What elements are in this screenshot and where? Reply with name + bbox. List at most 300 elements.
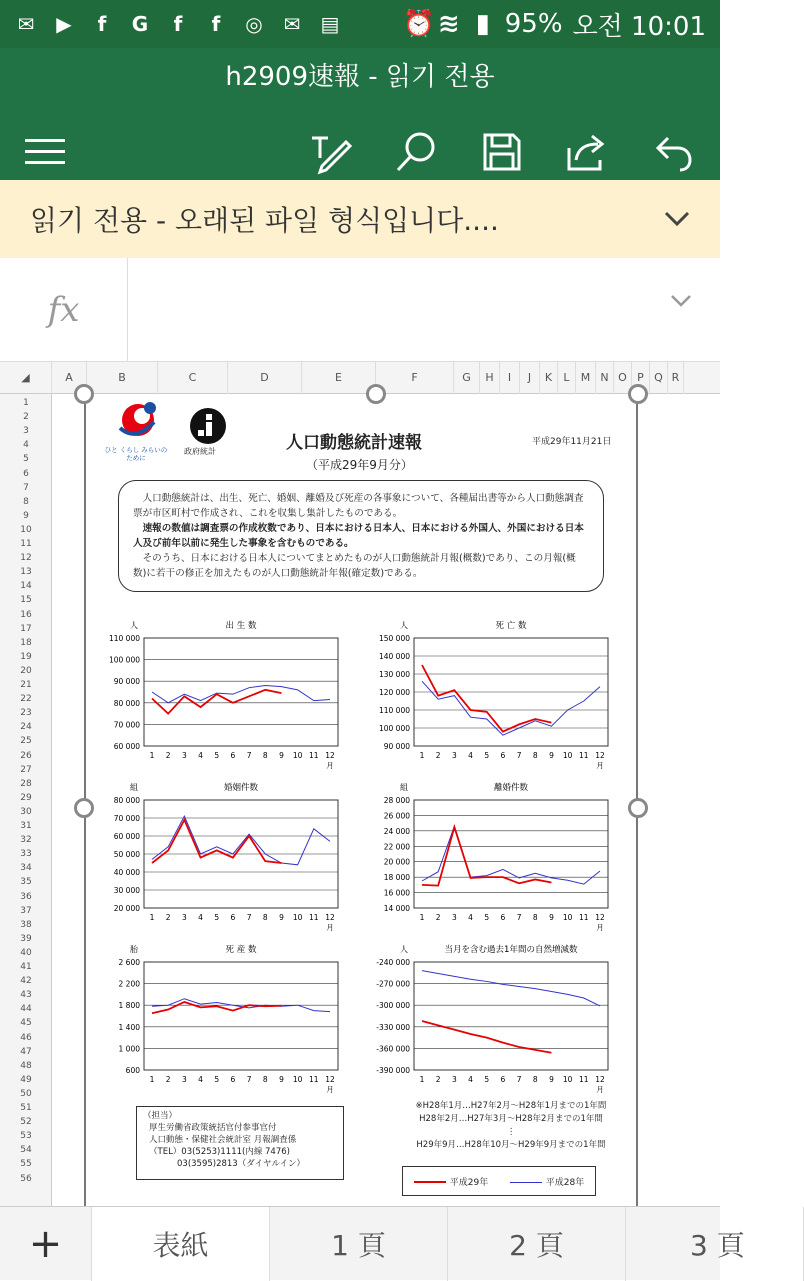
- x-tick-label: 7: [516, 913, 522, 922]
- notes: [386, 1100, 636, 1152]
- sheet-tab-bar: [0, 1206, 745, 1280]
- y-axis-unit: 人: [400, 621, 408, 630]
- y-tick-label: 70 000: [113, 814, 140, 823]
- column-header[interactable]: G: [454, 362, 480, 394]
- chart-title: 死 亡 数: [495, 621, 527, 631]
- x-tick-label: 4: [198, 751, 203, 760]
- y-tick-label: 22 000: [383, 842, 410, 852]
- tab-page-1[interactable]: 1 頁: [270, 1207, 448, 1281]
- y-tick-label: 130 000: [378, 670, 410, 679]
- x-tick-label: 11: [579, 913, 589, 922]
- row-header[interactable]: 48: [20, 1060, 32, 1071]
- x-tick-label: 12: [325, 913, 335, 922]
- row-header[interactable]: 40: [20, 947, 32, 958]
- row-header[interactable]: 1: [23, 398, 29, 408]
- column-header[interactable]: I: [500, 362, 520, 394]
- x-tick-label: 6: [500, 751, 506, 760]
- x-tick-label: 12: [595, 751, 605, 760]
- column-header[interactable]: D: [228, 362, 302, 394]
- x-tick-label: 8: [262, 913, 268, 922]
- row-header[interactable]: 31: [20, 821, 32, 831]
- x-tick-label: 5: [214, 1075, 220, 1084]
- y-tick-label: -360 000: [376, 1044, 410, 1054]
- x-tick-label: 3: [451, 751, 457, 760]
- menu-button[interactable]: [16, 122, 76, 182]
- y-tick-label: 1 800: [118, 1001, 140, 1011]
- y-axis-unit: 人: [400, 945, 408, 954]
- x-tick-label: 4: [468, 751, 473, 760]
- x-tick-label: 7: [516, 751, 522, 760]
- row-header[interactable]: 17: [20, 623, 32, 634]
- y-tick-label: 600: [125, 1066, 140, 1075]
- y-tick-label: 28 000: [383, 796, 410, 805]
- notice-text: 읽기 전용 - 오래된 파일 형식입니다....: [30, 204, 499, 237]
- row-header[interactable]: 9: [23, 510, 29, 521]
- clock: 오전 10:01: [572, 11, 706, 42]
- row-header[interactable]: 49: [20, 1074, 32, 1085]
- contact-line: （担当）: [143, 1111, 178, 1121]
- y-tick-label: 30 000: [113, 886, 140, 895]
- chart-title: 離婚件数: [493, 783, 529, 793]
- x-tick-label: 10: [562, 1075, 573, 1084]
- sheet-grid[interactable]: [0, 362, 720, 1206]
- x-axis-unit: 月: [596, 923, 604, 932]
- share-button[interactable]: [558, 122, 618, 182]
- app-icon: ◎: [245, 12, 263, 36]
- row-header[interactable]: 5: [23, 454, 29, 465]
- draw-button[interactable]: [300, 122, 360, 182]
- legend-item-previous: 平成28年: [510, 1175, 584, 1188]
- chart-title: 出 生 数: [225, 621, 257, 631]
- row-header[interactable]: 56: [20, 1173, 32, 1184]
- x-tick-label: 5: [484, 1075, 490, 1084]
- y-axis-unit: 人: [130, 621, 138, 630]
- x-tick-label: 3: [181, 913, 187, 922]
- chart-title: 当月を含む過去1年間の自然増減数: [444, 945, 578, 955]
- x-tick-label: 2: [165, 913, 171, 922]
- births-chart: [86, 616, 356, 780]
- app-header: [0, 48, 720, 180]
- column-header[interactable]: C: [158, 362, 228, 394]
- chart-svg: [86, 616, 356, 776]
- undo-icon: [654, 132, 694, 172]
- selection-handle[interactable]: [366, 384, 386, 404]
- row-header[interactable]: 16: [20, 609, 32, 620]
- x-tick-label: 2: [165, 1075, 171, 1084]
- intro-paragraph: そのうち、日本における日本人についてまとめたものが人口動態統計月報(概数)であり、この月報(概数)に若干の修正を加えたものが人口動態統計年報(確定数)である。: [133, 553, 576, 579]
- y-tick-label: -330 000: [376, 1022, 410, 1032]
- shopping-bag-icon: ▤: [320, 12, 340, 36]
- x-tick-label: 1: [149, 1075, 155, 1084]
- note-line: H28年2月…H27年3月～H28年2月までの1年間: [419, 1114, 603, 1124]
- message-icon: ✉: [17, 12, 35, 36]
- column-header[interactable]: P: [632, 362, 650, 394]
- battery-level: 95%: [504, 9, 563, 39]
- x-tick-label: 1: [419, 913, 425, 922]
- x-tick-label: 8: [532, 913, 538, 922]
- x-tick-label: 6: [500, 913, 506, 922]
- column-header[interactable]: B: [87, 362, 158, 394]
- selection-handle[interactable]: [628, 384, 648, 404]
- row-header[interactable]: 27: [20, 764, 32, 775]
- series-line: [152, 816, 330, 865]
- y-tick-label: 140 000: [378, 652, 410, 661]
- x-axis-unit: 月: [326, 761, 334, 770]
- column-header[interactable]: R: [668, 362, 684, 394]
- x-tick-label: 5: [484, 751, 490, 760]
- x-tick-label: 4: [198, 1075, 203, 1084]
- chevron-down-icon[interactable]: [670, 294, 692, 308]
- contact-line: 厚生労働省政策統括官付参事官付: [149, 1123, 277, 1133]
- facebook-icon: f: [211, 12, 221, 36]
- row-header[interactable]: 37: [20, 905, 32, 916]
- row-header[interactable]: 43: [20, 990, 32, 1001]
- y-tick-label: 120 000: [378, 688, 410, 697]
- x-tick-label: 10: [292, 751, 303, 760]
- y-tick-label: 16 000: [383, 888, 410, 898]
- pen-icon: [308, 130, 352, 174]
- y-tick-label: 60 000: [113, 742, 140, 751]
- plot-frame: [414, 800, 608, 908]
- row-header[interactable]: 28: [20, 778, 32, 789]
- chart-svg: [356, 778, 626, 938]
- row-headers: [0, 394, 52, 1206]
- x-tick-label: 1: [419, 751, 425, 760]
- x-tick-label: 2: [435, 913, 441, 922]
- x-tick-label: 11: [309, 913, 319, 922]
- search-icon: [394, 130, 438, 174]
- x-tick-label: 2: [165, 751, 171, 760]
- x-axis-unit: 月: [596, 1085, 604, 1094]
- x-tick-label: 3: [181, 1075, 187, 1084]
- y-tick-label: 18 000: [383, 873, 410, 883]
- x-tick-label: 7: [246, 913, 252, 922]
- row-header[interactable]: 26: [20, 750, 32, 761]
- row-header[interactable]: 34: [20, 863, 32, 874]
- x-tick-label: 8: [262, 751, 268, 760]
- add-sheet-button[interactable]: +: [0, 1207, 92, 1281]
- row-header[interactable]: 51: [20, 1103, 32, 1113]
- hamburger-icon: [25, 137, 67, 167]
- x-tick-label: 12: [595, 1075, 605, 1084]
- series-line: [422, 826, 600, 884]
- series-line: [422, 1021, 551, 1053]
- column-header[interactable]: F: [376, 362, 454, 394]
- row-header[interactable]: 30: [20, 806, 32, 817]
- series-line: [422, 827, 551, 886]
- column-header[interactable]: H: [480, 362, 500, 394]
- note-line: H29年9月…H28年10月～H29年9月までの1年間: [416, 1140, 606, 1150]
- row-header[interactable]: 25: [20, 736, 32, 747]
- y-axis-unit: 組: [400, 783, 408, 792]
- column-header[interactable]: L: [558, 362, 576, 394]
- note-line: ※H28年1月…H27年2月～H28年1月までの1年間: [415, 1101, 607, 1111]
- plot-frame: [144, 638, 338, 746]
- column-header[interactable]: A: [52, 362, 87, 394]
- y-tick-label: 150 000: [378, 634, 410, 643]
- chart-svg: [86, 940, 356, 1100]
- x-tick-label: 5: [484, 913, 490, 922]
- row-header[interactable]: 42: [20, 976, 32, 987]
- x-tick-label: 7: [246, 1075, 252, 1084]
- x-tick-label: 11: [309, 1075, 319, 1084]
- x-tick-label: 9: [279, 913, 284, 922]
- row-header[interactable]: 7: [23, 482, 29, 493]
- x-tick-label: 8: [262, 1075, 268, 1084]
- y-tick-label: 40 000: [113, 868, 140, 877]
- x-tick-label: 10: [292, 1075, 303, 1084]
- row-header[interactable]: 29: [20, 792, 32, 803]
- print-page: [84, 394, 638, 1206]
- column-header[interactable]: N: [596, 362, 614, 394]
- contact-line: 03(3595)2813（ダイヤルイン）: [177, 1159, 306, 1169]
- y-tick-label: 110 000: [378, 706, 410, 715]
- y-tick-label: -390 000: [376, 1066, 410, 1075]
- row-header[interactable]: 24: [20, 722, 32, 733]
- column-header[interactable]: K: [540, 362, 558, 394]
- x-tick-label: 10: [562, 913, 573, 922]
- y-tick-label: 20 000: [383, 857, 410, 867]
- y-tick-label: 80 000: [113, 698, 140, 708]
- row-header[interactable]: 32: [20, 835, 32, 846]
- x-tick-label: 4: [468, 1075, 473, 1084]
- row-header[interactable]: 35: [20, 877, 32, 888]
- x-tick-label: 5: [214, 751, 220, 760]
- deaths-chart: [356, 616, 626, 780]
- row-header[interactable]: 3: [23, 426, 29, 437]
- column-header[interactable]: M: [576, 362, 596, 394]
- y-tick-label: 2 600: [118, 958, 140, 967]
- x-tick-label: 12: [325, 1075, 335, 1084]
- y-axis-unit: 胎: [130, 945, 138, 954]
- y-tick-label: -270 000: [376, 979, 410, 989]
- row-header[interactable]: 10: [20, 524, 32, 535]
- report-date: 平成29年11月21日: [532, 437, 612, 447]
- row-header[interactable]: 20: [20, 665, 32, 676]
- chart-svg: [86, 778, 356, 938]
- government-statistics-icon: [188, 406, 228, 446]
- row-header[interactable]: 18: [20, 637, 32, 648]
- x-tick-label: 3: [181, 751, 187, 760]
- y-tick-label: -240 000: [376, 958, 410, 967]
- row-header[interactable]: 44: [20, 1004, 32, 1015]
- formula-bar[interactable]: [0, 258, 720, 362]
- mail-icon: ✉: [283, 12, 301, 36]
- row-header[interactable]: 21: [20, 680, 32, 690]
- y-tick-label: 90 000: [383, 742, 410, 751]
- search-button[interactable]: [386, 122, 446, 182]
- x-tick-label: 9: [549, 751, 554, 760]
- x-tick-label: 1: [149, 913, 155, 922]
- y-tick-label: 100 000: [108, 655, 140, 665]
- logo-caption: 政府統計: [184, 447, 216, 456]
- divorces-chart: [356, 778, 626, 942]
- row-header[interactable]: 11: [20, 539, 32, 549]
- plot-frame: [414, 962, 608, 1070]
- wifi-icon: ≋: [437, 9, 460, 39]
- status-bar: [0, 0, 720, 48]
- fx-icon: fx: [0, 258, 128, 362]
- x-tick-label: 9: [549, 913, 554, 922]
- row-header[interactable]: 6: [23, 468, 29, 479]
- y-tick-label: 100 000: [378, 724, 410, 733]
- x-tick-label: 9: [279, 1075, 284, 1084]
- x-tick-label: 3: [451, 1075, 457, 1084]
- contact-box: [136, 1106, 344, 1180]
- x-tick-label: 7: [246, 751, 252, 760]
- row-header[interactable]: 46: [20, 1032, 32, 1043]
- natural-change-chart: [356, 940, 626, 1104]
- row-header[interactable]: 47: [20, 1046, 32, 1057]
- x-tick-label: 6: [230, 751, 236, 760]
- x-tick-label: 6: [230, 1075, 236, 1084]
- x-tick-label: 8: [532, 1075, 538, 1084]
- series-line: [152, 690, 281, 714]
- contact-line: （TEL）03(5253)1111(内線 7476): [149, 1147, 290, 1157]
- x-tick-label: 9: [279, 751, 284, 760]
- y-tick-label: 20 000: [113, 904, 140, 913]
- x-tick-label: 4: [468, 913, 473, 922]
- alarm-icon: ⏰: [402, 9, 436, 39]
- column-headers: [0, 362, 720, 394]
- tab-page-2[interactable]: 2 頁: [448, 1207, 626, 1281]
- plot-frame: [144, 962, 338, 1070]
- marriages-chart: [86, 778, 356, 942]
- selection-handle[interactable]: [74, 798, 94, 818]
- row-header[interactable]: 54: [20, 1145, 32, 1156]
- x-tick-label: 2: [435, 1075, 441, 1084]
- selection-handle[interactable]: [628, 798, 648, 818]
- report-period: （平成29年9月分）: [306, 458, 413, 472]
- row-header[interactable]: 12: [20, 553, 32, 564]
- row-header[interactable]: 2: [23, 412, 29, 423]
- y-tick-label: 50 000: [113, 850, 140, 859]
- x-tick-label: 1: [149, 751, 155, 760]
- read-only-notice[interactable]: [0, 180, 720, 258]
- x-tick-label: 12: [325, 751, 335, 760]
- column-header[interactable]: E: [302, 362, 376, 394]
- x-tick-label: 2: [435, 751, 441, 760]
- row-header[interactable]: 53: [20, 1131, 32, 1142]
- row-header[interactable]: 8: [23, 496, 29, 507]
- column-header[interactable]: J: [520, 362, 540, 394]
- x-tick-label: 11: [579, 751, 589, 760]
- google-icon: G: [131, 12, 149, 36]
- y-tick-label: 110 000: [108, 634, 140, 643]
- row-header[interactable]: 4: [23, 440, 29, 451]
- note-line: ⋮: [506, 1127, 516, 1137]
- x-tick-label: 6: [230, 913, 236, 922]
- y-tick-label: 70 000: [113, 720, 140, 730]
- row-header[interactable]: 23: [20, 708, 32, 719]
- chart-svg: [356, 616, 626, 776]
- x-tick-label: 11: [309, 751, 319, 760]
- signal-icon: ▮: [475, 9, 490, 39]
- y-tick-label: 26 000: [383, 811, 410, 821]
- contact-line: 人口動態・保健社会統計室 月報調査係: [149, 1135, 297, 1145]
- row-header[interactable]: 13: [20, 567, 32, 578]
- chart-title: 婚姻件数: [223, 783, 259, 793]
- report-title: 人口動態統計速報: [286, 433, 422, 453]
- share-icon: [566, 132, 610, 172]
- stillbirths-chart: [86, 940, 356, 1104]
- row-header[interactable]: 41: [20, 962, 32, 972]
- series-line: [422, 971, 600, 1006]
- tab-cover[interactable]: 表紙: [92, 1207, 270, 1281]
- save-button[interactable]: [472, 122, 532, 182]
- row-header[interactable]: 36: [20, 891, 32, 902]
- x-tick-label: 9: [549, 1075, 554, 1084]
- legend-item-current: 平成29年: [414, 1175, 488, 1188]
- chart-title: 死 産 数: [225, 945, 257, 955]
- x-tick-label: 10: [292, 913, 303, 922]
- x-tick-label: 7: [516, 1075, 522, 1084]
- undo-button[interactable]: [644, 122, 704, 182]
- row-header[interactable]: 38: [20, 919, 32, 930]
- row-header[interactable]: 52: [20, 1117, 32, 1128]
- facebook-icon: f: [97, 12, 107, 36]
- tab-page-3[interactable]: 3 頁: [626, 1207, 804, 1281]
- x-tick-label: 4: [198, 913, 203, 922]
- row-header[interactable]: 33: [20, 849, 32, 860]
- row-header[interactable]: 50: [20, 1088, 32, 1099]
- chart-svg: [356, 940, 626, 1100]
- intro-paragraph: 人口動態統計は、出生、死亡、婚姻、離婚及び死産の各事象について、各種届出書等から人口動態調査票が市区町村で作成され、これを収集し集計したものである。: [133, 493, 584, 519]
- selection-handle[interactable]: [74, 384, 94, 404]
- x-tick-label: 3: [451, 913, 457, 922]
- x-tick-label: 1: [419, 1075, 425, 1084]
- x-tick-label: 11: [579, 1075, 589, 1084]
- y-tick-label: 24 000: [383, 826, 410, 836]
- x-tick-label: 10: [562, 751, 573, 760]
- facebook-icon: f: [173, 12, 183, 36]
- x-tick-label: 6: [500, 1075, 506, 1084]
- row-header[interactable]: 22: [20, 694, 32, 705]
- x-tick-label: 5: [214, 913, 220, 922]
- row-header[interactable]: 15: [20, 595, 32, 606]
- y-tick-label: -300 000: [376, 1001, 410, 1011]
- y-tick-label: 14 000: [383, 904, 410, 913]
- select-all-corner[interactable]: ◢: [0, 362, 52, 394]
- intro-paragraph: 速報の数値は調査票の作成枚数であり、日本における日本人、日本における外国人、外国における日本人及び前年以前に発生した事象を含むものである。: [133, 523, 584, 549]
- chart-legend: [402, 1166, 596, 1196]
- row-header[interactable]: 55: [20, 1159, 32, 1170]
- row-header[interactable]: 45: [20, 1018, 32, 1029]
- youtube-icon: ▶: [56, 12, 72, 36]
- column-header[interactable]: Q: [650, 362, 668, 394]
- intro-box: [118, 480, 604, 592]
- y-tick-label: 1 000: [118, 1044, 140, 1054]
- x-axis-unit: 月: [326, 923, 334, 932]
- x-axis-unit: 月: [326, 1085, 334, 1094]
- row-header[interactable]: 39: [20, 933, 32, 944]
- x-axis-unit: 月: [596, 761, 604, 770]
- y-tick-label: 2 200: [118, 979, 140, 989]
- document-title: h2909速報 - 읽기 전용: [225, 62, 495, 92]
- y-axis-unit: 組: [130, 783, 138, 792]
- logo-caption: ひと くらし みらいのために: [104, 446, 168, 462]
- y-tick-label: 90 000: [113, 677, 140, 687]
- row-header[interactable]: 19: [20, 651, 32, 662]
- save-icon: [482, 132, 522, 172]
- x-tick-label: 12: [595, 913, 605, 922]
- y-tick-label: 80 000: [113, 796, 140, 805]
- column-header[interactable]: O: [614, 362, 632, 394]
- chevron-down-icon: [664, 211, 690, 227]
- y-tick-label: 60 000: [113, 832, 140, 841]
- row-header[interactable]: 14: [20, 581, 32, 592]
- y-tick-label: 1 400: [118, 1022, 140, 1032]
